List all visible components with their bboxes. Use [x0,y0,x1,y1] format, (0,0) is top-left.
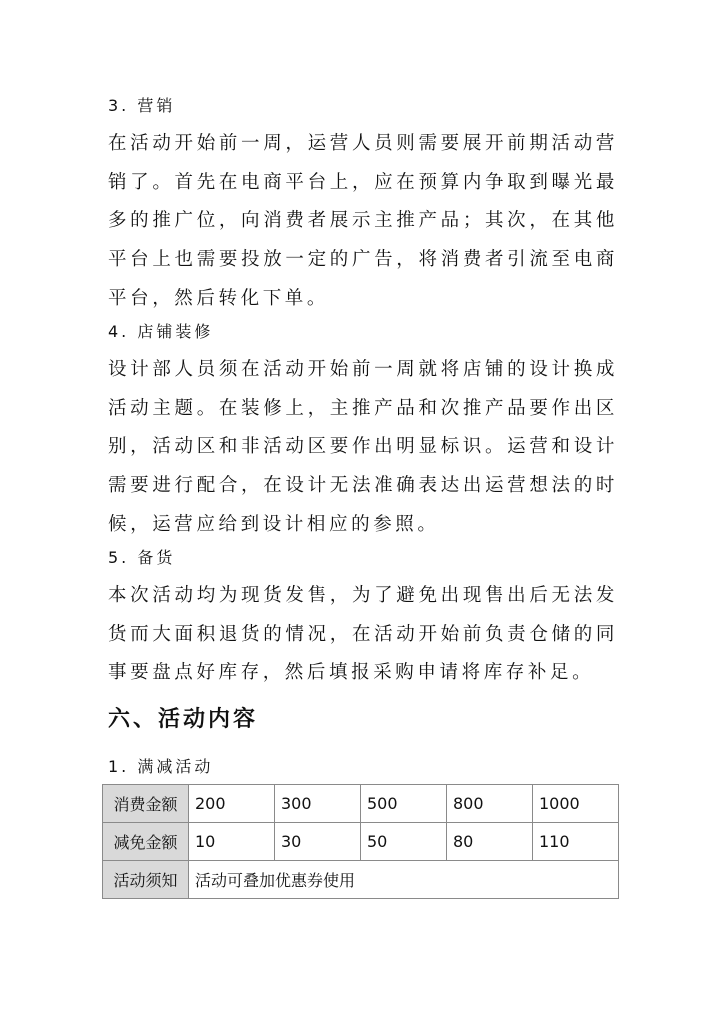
table-row-spend [103,785,619,823]
heading-stock-preparation: 5. 备货 [108,548,176,567]
table-row-notice [103,861,619,899]
spend-cell: 300 [275,785,361,823]
reduction-cell: 80 [447,823,533,861]
notice-label-cell: 活动须知 [103,861,189,899]
paragraph-store-decoration: 设计部人员须在活动开始前一周就将店铺的设计换成活动主题。在装修上，主推产品和次推产品要作出区别，活动区和非活动区要作出明显标识。运营和设计需要进行配合，在设计无法准确表达出运营想法的时候，运营应给到设计相应的参照。 [108,359,618,535]
spend-cell: 800 [447,785,533,823]
reduction-cell: 110 [533,823,619,861]
reduction-cell: 10 [189,823,275,861]
spend-label-cell: 消费金额 [103,785,189,823]
discount-table [102,784,619,899]
reduction-cell: 50 [361,823,447,861]
paragraph-marketing: 在活动开始前一周，运营人员则需要展开前期活动营销了。首先在电商平台上，应在预算内争取到曝光最多的推广位，向消费者展示主推产品；其次，在其他平台上也需要投放一定的广告，将消费者引流至电商平台，然后转化下单。 [108,133,618,309]
spend-cell: 1000 [533,785,619,823]
subheading-discount-activity: 1. 满减活动 [108,757,214,776]
notice-cell: 活动可叠加优惠券使用 [189,861,619,899]
table-row-reduction [103,823,619,861]
spend-cell: 500 [361,785,447,823]
spend-cell: 200 [189,785,275,823]
paragraph-stock-preparation: 本次活动均为现货发售，为了避免出现售出后无法发货而大面积退货的情况，在活动开始前负责仓储的同事要盘点好库存，然后填报采购申请将库存补足。 [108,585,618,684]
reduction-label-cell: 减免金额 [103,823,189,861]
reduction-cell: 30 [275,823,361,861]
heading-store-decoration: 4. 店铺装修 [108,322,214,341]
section-title-activity-content: 六、活动内容 [108,707,259,732]
heading-marketing: 3. 营销 [108,96,176,115]
